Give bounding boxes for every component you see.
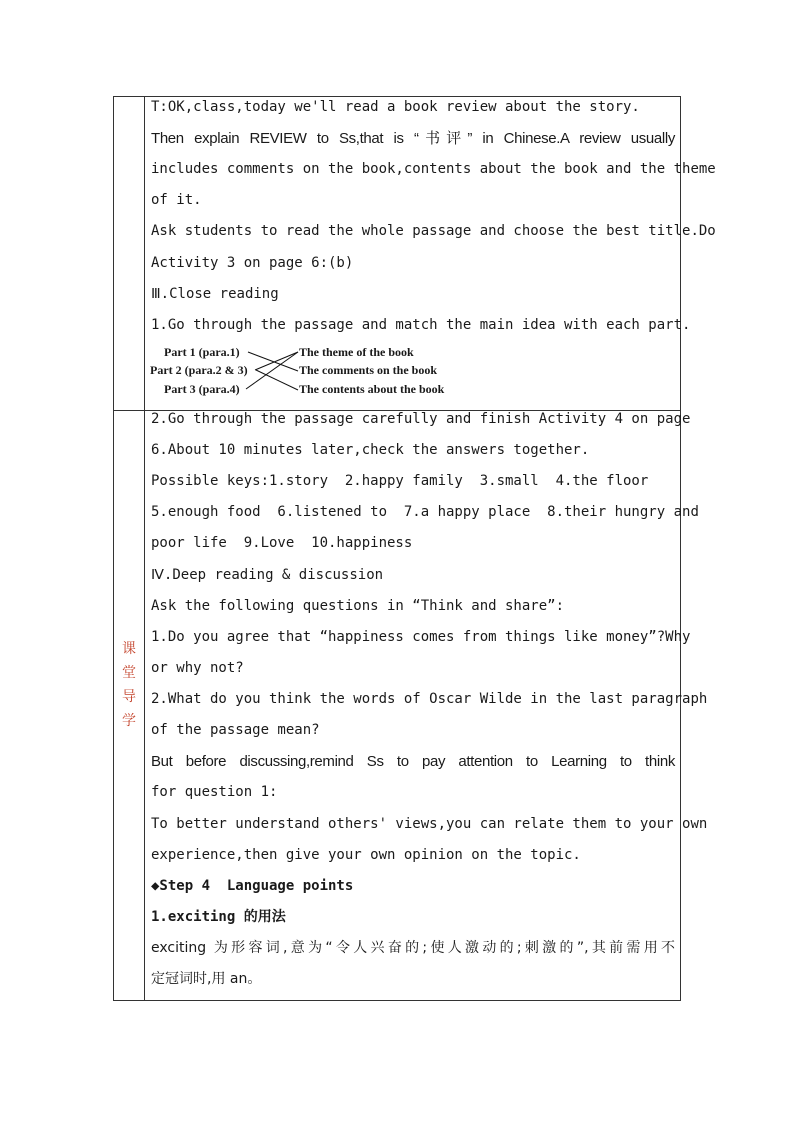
text-line: 定冠词时,用 an。 (151, 971, 262, 987)
side-label-char: 课 (122, 641, 136, 657)
text-line: T:OK,class,today we'll read a book review about the story. (151, 99, 640, 115)
text-line: experience,then give your own opinion on the topic. (151, 847, 581, 863)
match-idea-2: The comments on the book (299, 363, 438, 377)
side-label-char: 学 (122, 713, 136, 729)
question-line: of the passage mean? (151, 722, 320, 738)
text-line: for question 1: (151, 784, 278, 800)
step-heading: ◆Step 4 Language points (151, 878, 354, 894)
answer-keys-line: poor life 9.Love 10.happiness (151, 535, 413, 551)
text-line: exciting 为形容词,意为“令人兴奋的;使人激动的;刺激的”,其前需用不 (151, 940, 675, 956)
text-line: 6.About 10 minutes later,check the answers together. (151, 442, 590, 458)
match-part-1: Part 1 (para.1) (164, 345, 240, 359)
language-point-heading: 1.exciting 的用法 (151, 909, 286, 925)
match-part-3: Part 3 (para.4) (164, 382, 240, 396)
text-line: But before discussing,remind Ss to pay attention to Learning to think (151, 753, 675, 770)
matching-diagram (148, 342, 468, 402)
side-label-classroom-guide (114, 637, 144, 733)
question-line: 2.What do you think the words of Oscar Wilde in the last paragraph (151, 691, 708, 707)
column-divider (144, 97, 145, 1000)
match-idea-3: The contents about the book (299, 382, 445, 396)
text-line: To better understand others' views,you can relate them to your own (151, 816, 708, 832)
question-line: or why not? (151, 660, 244, 676)
answer-keys-line: 5.enough food 6.listened to 7.a happy place 8.their hungry and (151, 504, 699, 520)
question-line: 1.Do you agree that “happiness comes from things like money”?Why (151, 629, 691, 645)
text-line: 1.Go through the passage and match the main idea with each part. (151, 317, 691, 333)
section-heading: Ⅲ.Close reading (151, 286, 279, 302)
text-line: Ask students to read the whole passage and choose the best title.Do (151, 223, 716, 239)
text-line: 2.Go through the passage carefully and finish Activity 4 on page (151, 411, 691, 427)
text-line: Ask the following questions in “Think and share”: (151, 598, 565, 614)
text-line: Then explain REVIEW to Ss,that is “书评” in Chinese.A review usually (151, 130, 675, 147)
match-part-2: Part 2 (para.2 & 3) (150, 363, 248, 377)
match-idea-1: The theme of the book (299, 345, 414, 359)
text-line: Activity 3 on page 6:(b) (151, 255, 354, 271)
side-label-char: 导 (122, 689, 136, 705)
answer-keys-line: Possible keys:1.story 2.happy family 3.small 4.the floor (151, 473, 649, 489)
text-line: of it. (151, 192, 202, 208)
section-heading: Ⅳ.Deep reading & discussion (151, 567, 384, 583)
text-line: includes comments on the book,contents about the book and the theme (151, 161, 716, 177)
side-label-char: 堂 (122, 665, 136, 681)
